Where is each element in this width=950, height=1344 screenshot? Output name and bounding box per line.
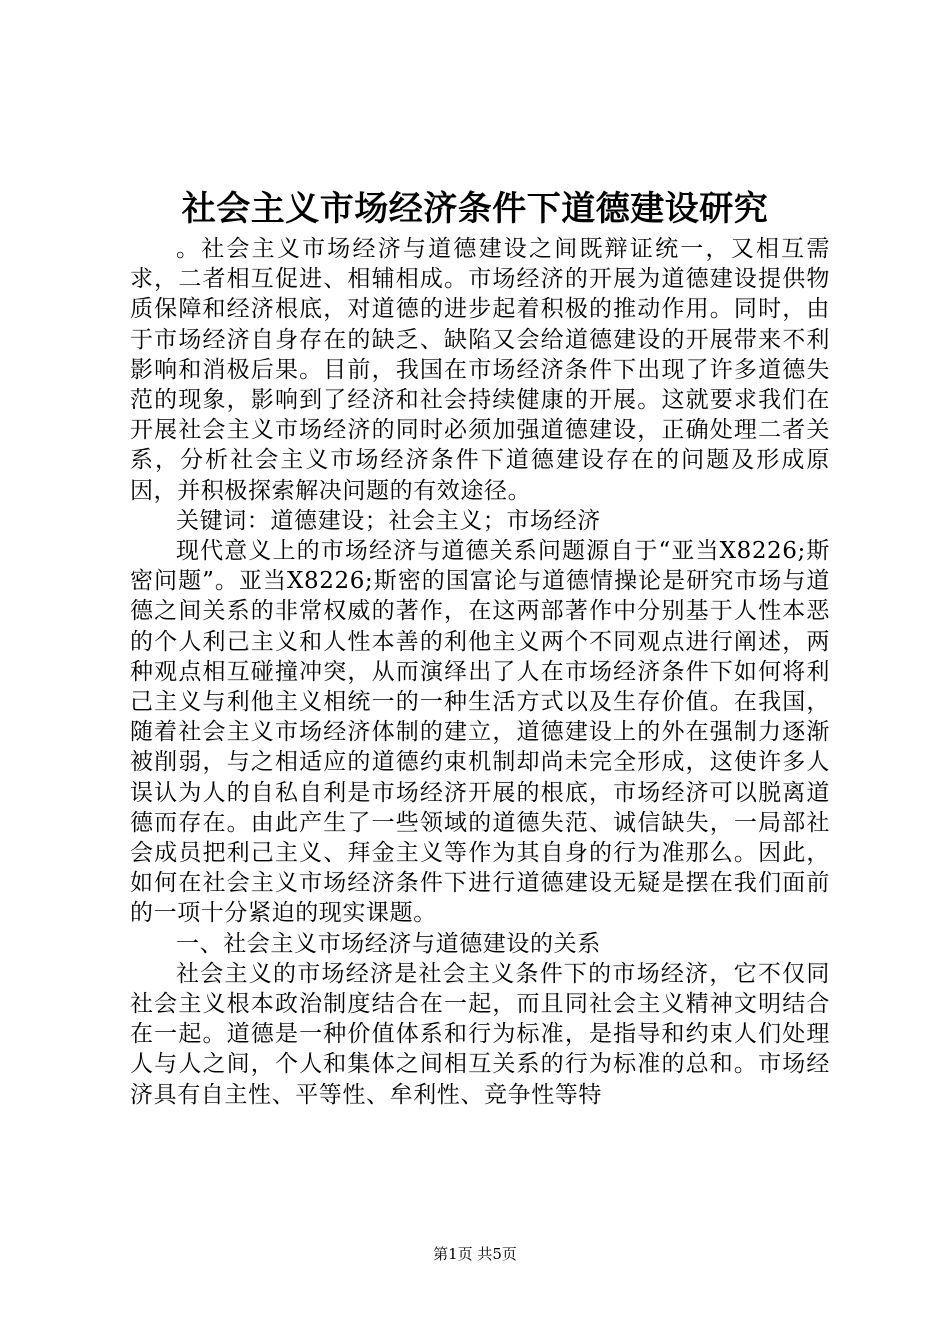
abstract-paragraph: 。社会主义市场经济与道德建设之间既辩证统一，又相互需求，二者相互促进、相辅相成。市场经济的开展为道德建设提供物质保障和经济根底，对道德的进步起着积极的推动作用。同时，由于市场经济自身存在的缺乏、缺陷又会给道德建设的开展带来不利影响和消极后果。目前，我国在市场经济条件下出现了许多道德失范的现象，影响到了经济和社会持续健康的开展。这就要求我们在开展社会主义市场经济的同时必须加强道德建设，正确处理二者关系，分析社会主义市场经济条件下道德建设存在的问题及形成原因，并积极探索解决问题的有效途径。 bbox=[130, 236, 830, 504]
document-body bbox=[130, 234, 830, 1110]
keywords-paragraph: 关键词：道德建设；社会主义；市场经济 bbox=[176, 507, 601, 534]
intro-paragraph: 现代意义上的市场经济与道德关系问题源自于“亚当X8226;斯密问题”。亚当X8226;斯密的国富论与道德情操论是研究市场与道德之间关系的非常权威的著作，在这两部著作中分别基于人性本恶的个人利己主义和人性本善的利他主义两个不同观点进行阐述，两种观点相互碰撞冲突，从而演绎出了人在市场经济条件下如何将利己主义与利他主义相统一的一种生活方式以及生存价值。在我国，随着社会主义市场经济体制的建立，道德建设上的外在强制力逐渐被削弱，与之相适应的道德约束机制却尚未完全形成，这使许多人误认为人的自私自利是市场经济开展的根底，市场经济可以脱离道德而存在。由此产生了一些领域的道德失范、诚信缺失，一局部社会成员把利己主义、拜金主义等作为其自身的行为准那么。因此，如何在社会主义市场经济条件下进行道德建设无疑是摆在我们面前的一项十分紧迫的现实课题。 bbox=[130, 538, 830, 927]
section-heading: 一、社会主义市场经济与道德建设的关系 bbox=[176, 930, 601, 957]
page-footer: 第1页 共5页 bbox=[433, 1245, 517, 1263]
document-title: 社会主义市场经济条件下道德建设研究 bbox=[181, 189, 769, 229]
section-paragraph: 社会主义的市场经济是社会主义条件下的市场经济，它不仅同社会主义根本政治制度结合在一起，而且同社会主义精神文明结合在一起。道德是一种价值体系和行为标准，是指导和约束人们处理人与人之间，个人和集体之间相互关系的行为标准的总和。市场经济具有自主性、平等性、牟利性、竞争性等特 bbox=[130, 960, 830, 1108]
